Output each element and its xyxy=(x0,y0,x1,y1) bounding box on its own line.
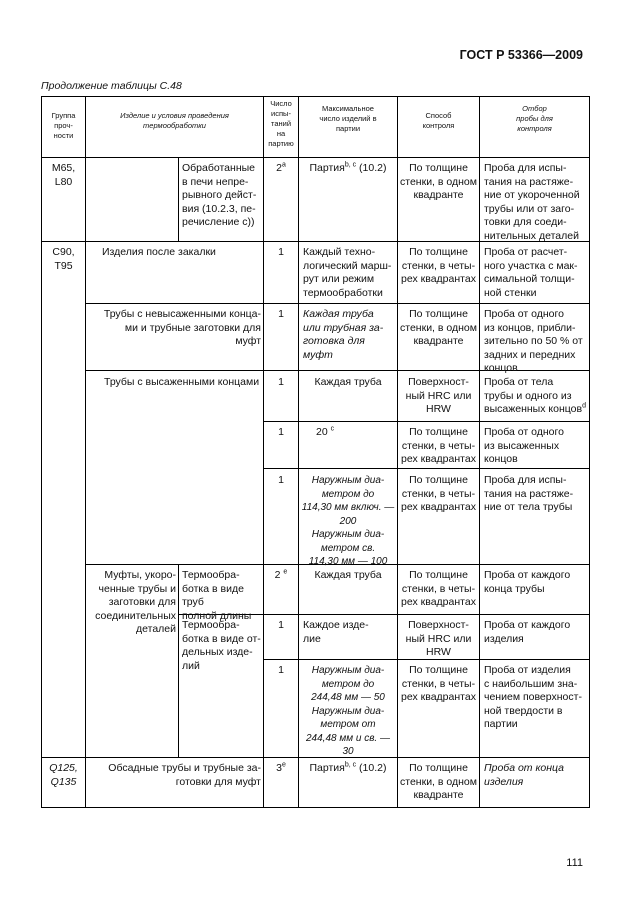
column-line xyxy=(397,96,398,808)
tests-cell: 1 xyxy=(278,376,284,388)
method-cell: Поверхност- ный HRC или HRW xyxy=(405,619,472,658)
method-cell: По толщине стенки, в четы- рех квадрантах xyxy=(401,426,476,465)
sampling-cell: Проба от одного из концов, прибли- зительно по 50 % от задних и передних концов xyxy=(484,308,583,374)
method-cell: Поверхност- ный HRC или HRW xyxy=(405,376,472,415)
table-border-bottom xyxy=(41,807,590,808)
max-items-cell: Наружным диа- метром до 244,48 мм — 50 Наружным диа- метром от 244,48 мм и св. — 30 xyxy=(306,665,390,757)
sampling-cell: Проба от расчет- ного участка с мак- симальной толщи- ной стенки xyxy=(484,246,578,299)
sampling-cell: Проба для испы- тания на растяже- ние от тела трубы xyxy=(484,474,574,513)
max-items-cell: Каждый техно- логический марш- рут или режим термообработки xyxy=(303,246,392,299)
product-cell: Трубы с невысаженными конца- ми и трубные заготовки для муфт xyxy=(103,308,261,347)
tests-cell: $3^е$ xyxy=(276,761,286,774)
sampling-cell: Проба от каждого конца трубы xyxy=(484,569,571,595)
table-border-right xyxy=(589,96,590,808)
group-cell: Q125, Q135 xyxy=(49,762,78,788)
max-items-cell: Партия$^{b, c}$ (10.2) xyxy=(309,761,387,774)
row-line xyxy=(263,468,590,469)
sampling-cell: Проба от каждого изделия xyxy=(484,619,571,645)
tests-cell: 1 xyxy=(278,619,284,631)
method-cell: По толщине стенки, в одном квадранте xyxy=(400,762,477,801)
group-cell: M65, L80 xyxy=(51,162,76,188)
tests-cell: 1 xyxy=(278,474,284,486)
column-line xyxy=(85,96,86,808)
method-cell: По толщине стенки, в одном квадранте xyxy=(400,308,477,347)
product-cell: Изделия после закалки xyxy=(102,246,216,258)
max-items-cell: Каждая труба или трубная за- готовка для муфт xyxy=(303,308,384,361)
method-cell: По толщине стенки, в одном квадранте xyxy=(400,162,477,201)
header-group: Группа проч- ности xyxy=(51,111,76,140)
product-cell: Обсадные трубы и трубные за- готовки для муфт xyxy=(108,762,261,788)
max-items-cell: Каждое изде- лие xyxy=(303,619,369,645)
product-cell: Трубы с высаженными концами xyxy=(104,376,260,388)
tests-cell: 1 xyxy=(278,308,284,320)
max-items-cell: Партия$^{b, c}$ (10.2) xyxy=(309,161,387,174)
header-separator xyxy=(41,157,590,158)
sampling-cell: Проба от тела трубы и одного из высаженных концов$^d$ xyxy=(484,376,586,415)
header-sampling: Отбор пробы для контроля xyxy=(516,104,553,133)
method-cell: По толщине стенки, в четы- рех квадрантах xyxy=(401,664,476,703)
product-sub-cell: Термообра- ботка в виде от- дельных изде- лий xyxy=(182,619,261,672)
max-items-cell: 20 $^c$ xyxy=(316,425,335,438)
header-method: Способ контроля xyxy=(422,111,455,130)
product-sub-cell: Термообра- ботка в виде труб полной длины xyxy=(182,569,252,622)
sampling-cell: Проба от одного из высаженных концов xyxy=(484,426,564,465)
column-line xyxy=(178,158,179,241)
tests-cell: $2^а$ xyxy=(276,161,286,174)
page-number: 111 xyxy=(566,857,583,869)
method-cell: По толщине стенки, в четы- рех квадрантах xyxy=(401,246,476,285)
tests-cell: 1 xyxy=(278,426,284,438)
tests-cell: 1 xyxy=(278,246,284,258)
row-line xyxy=(85,303,590,304)
column-line xyxy=(479,96,480,808)
column-line xyxy=(298,96,299,808)
header-product: Изделие и условия проведения термообработки xyxy=(120,111,229,130)
sampling-cell: Проба от изделия с наибольшим зна- чением поверхност- ной твердости в партии xyxy=(484,664,582,730)
method-cell: По толщине стенки, в четы- рех квадрантах xyxy=(401,569,476,608)
tests-cell: 2 $^е$ xyxy=(274,568,288,581)
max-items-cell: Каждая труба xyxy=(314,569,382,581)
product-sub-cell: Обработанные в печи непре- рывного дейст- вия (10.2.3, пе- речисление с)) xyxy=(182,162,257,228)
standard-number: ГОСТ Р 53366—2009 xyxy=(459,48,583,62)
tests-cell: 1 xyxy=(278,664,284,676)
column-line xyxy=(263,96,264,808)
sampling-cell: Проба от конца изделия xyxy=(484,762,564,788)
header-tests: Число испы- таний на партию xyxy=(268,99,294,148)
header-max-items: Максимальное число изделий в партии xyxy=(319,104,377,133)
table-border-left xyxy=(41,96,42,808)
sampling-cell: Проба для испы- тания на растяже- ние от укороченной трубы или от заго- товки для соеди- нительных деталей xyxy=(484,162,580,242)
table-border-top xyxy=(41,96,590,97)
method-cell: По толщине стенки, в четы- рех квадрантах xyxy=(401,474,476,513)
column-line xyxy=(178,564,179,757)
product-cell: Муфты, укоро- ченные трубы и заготовки для соединительных деталей xyxy=(95,569,176,635)
row-line xyxy=(263,421,590,422)
table-continuation-caption: Продолжение таблицы С.48 xyxy=(41,80,182,92)
group-cell: C90, T95 xyxy=(52,246,75,272)
max-items-cell: Каждая труба xyxy=(314,376,382,388)
max-items-cell: Наружным диа- метром до 114,30 мм включ. — 200 Наружным диа- метром св. 114,30 мм — 100 xyxy=(301,475,395,567)
